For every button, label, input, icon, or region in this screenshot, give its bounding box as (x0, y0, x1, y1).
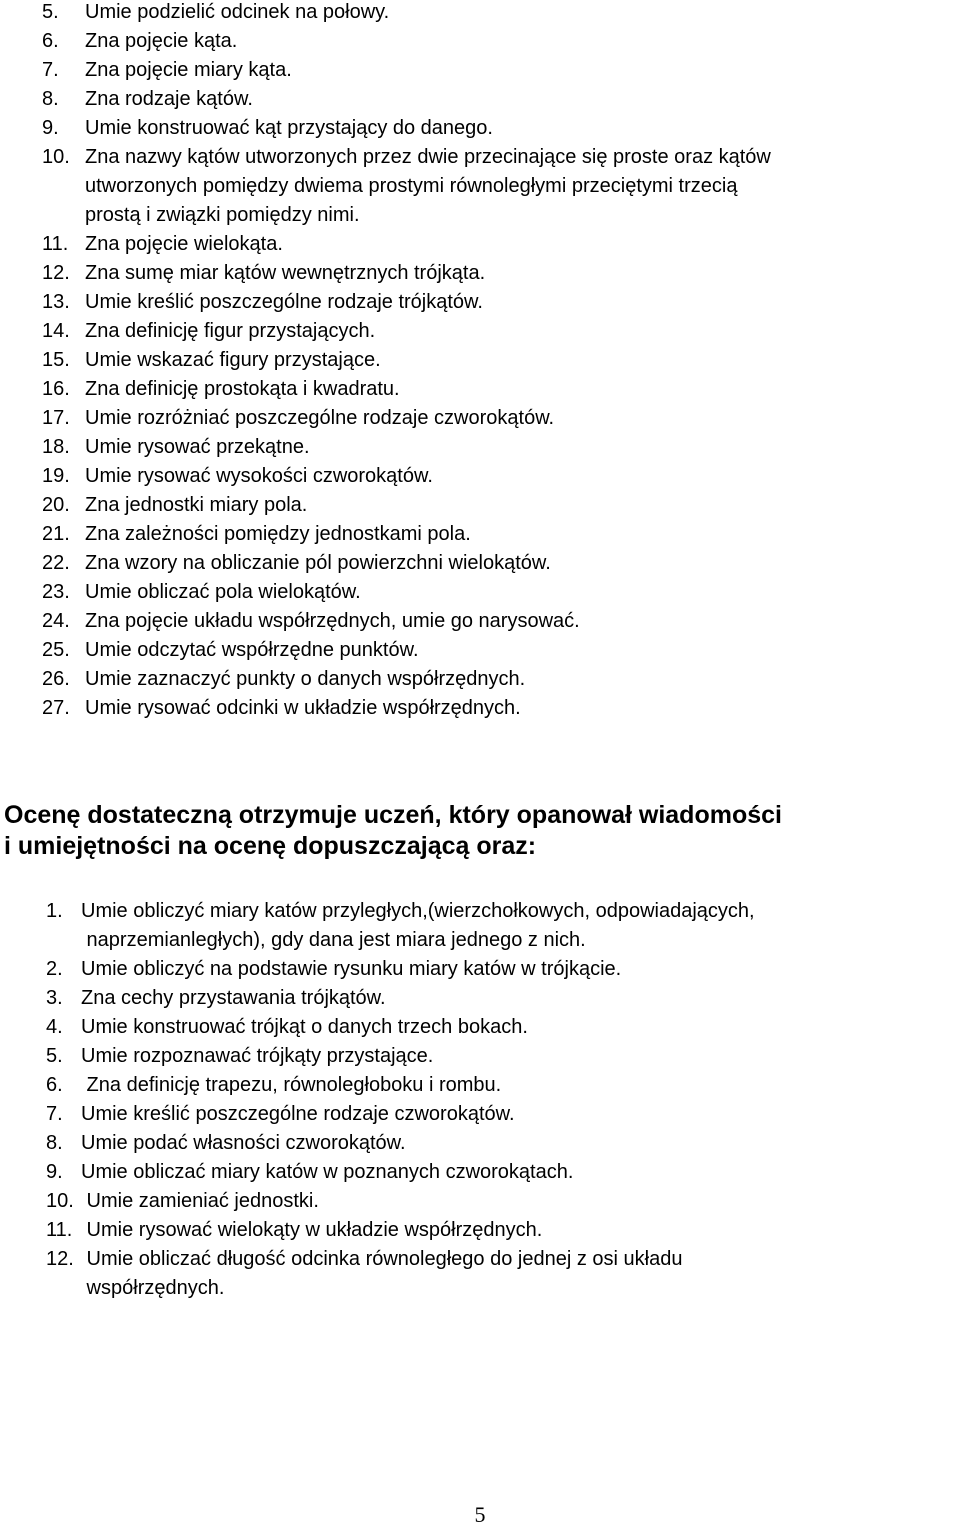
list-item (46, 955, 956, 984)
list-item-number: 10. (42, 146, 70, 168)
list-item-number: 16. (42, 378, 70, 400)
list-item-number: 27. (42, 697, 70, 719)
list-item-number: 11. (42, 233, 69, 255)
list-item (42, 346, 960, 375)
list-item (42, 636, 960, 665)
list-item (46, 1216, 956, 1245)
grade-heading-line-2: i umiejętności na ocenę dopuszczającą oraz: (4, 832, 537, 860)
list-item-text: Umie rysować przekątne. (85, 436, 310, 458)
list-item-text: Umie zamieniać jednostki. (81, 1190, 319, 1212)
list-item-text: Umie obliczać pola wielokątów. (85, 581, 361, 603)
list-item (42, 375, 960, 404)
list-item-number: 24. (42, 610, 70, 632)
list-item (46, 1187, 956, 1216)
list-item-text: Umie rysować wielokąty w układzie współrzędnych. (81, 1219, 543, 1241)
list-item (42, 143, 960, 230)
list-item-text: Umie rysować odcinki w układzie współrzędnych. (85, 697, 521, 719)
list-item-number: 2. (46, 958, 63, 980)
list-item (42, 230, 960, 259)
list-item (46, 1129, 956, 1158)
list-item (42, 56, 960, 85)
list-item-text: Zna pojęcie miary kąta. (85, 59, 292, 81)
list-item (42, 27, 960, 56)
list-item (42, 85, 960, 114)
list-item-number: 20. (42, 494, 70, 516)
list-item (42, 317, 960, 346)
list-item-text: Zna zależności pomiędzy jednostkami pola. (85, 523, 471, 545)
list-item-number: 23. (42, 581, 70, 603)
list-item-text: Umie rozróżniać poszczególne rodzaje czworokątów. (85, 407, 555, 429)
list-item-text: Zna pojęcie wielokąta. (85, 233, 283, 255)
grade-heading-line-1: Ocenę dostateczną otrzymuje uczeń, który opanował wiadomości (4, 801, 782, 829)
list-item-text-line: Zna nazwy kątów utworzonych przez dwie przecinające się proste oraz kątów (85, 146, 771, 168)
list-item-text: Umie kreślić poszczególne rodzaje czworokątów. (81, 1103, 515, 1125)
list-item-text: Umie wskazać figury przystające. (85, 349, 381, 371)
list-item (42, 491, 960, 520)
sufficient-grade-list (46, 897, 956, 1303)
list-item-number: 17. (42, 407, 70, 429)
list-item-number: 8. (46, 1132, 63, 1154)
list-item (42, 665, 960, 694)
list-item-text: Zna cechy przystawania trójkątów. (81, 987, 386, 1009)
list-item-number: 5. (46, 1045, 63, 1067)
list-item-text: Umie zaznaczyć punkty o danych współrzędnych. (85, 668, 526, 690)
list-item-number: 7. (46, 1103, 63, 1125)
list-item (46, 1100, 956, 1129)
list-item-number: 9. (42, 117, 59, 139)
grade-heading (4, 800, 954, 862)
list-item-text: Umie podać własności czworokątów. (81, 1132, 406, 1154)
list-item-number: 3. (46, 987, 63, 1009)
list-item-number: 21. (42, 523, 70, 545)
list-item (46, 1158, 956, 1187)
list-item-text: Umie rysować wysokości czworokątów. (85, 465, 433, 487)
list-item-number: 6. (46, 1074, 63, 1096)
list-item (42, 259, 960, 288)
list-item-number: 7. (42, 59, 59, 81)
list-item-number: 25. (42, 639, 70, 661)
list-item-text: Zna pojęcie kąta. (85, 30, 238, 52)
list-item-text: Umie konstruować trójkąt o danych trzech bokach. (81, 1016, 528, 1038)
list-item-number: 12. (42, 262, 70, 284)
list-item (46, 1071, 956, 1100)
list-item-text: Umie odczytać współrzędne punktów. (85, 639, 419, 661)
list-item-number: 26. (42, 668, 70, 690)
list-item-number: 18. (42, 436, 70, 458)
list-item-text: Umie obliczać miary katów w poznanych czworokątach. (81, 1161, 574, 1183)
page-number: 5 (474, 1502, 486, 1527)
list-item-text: Zna definicję figur przystających. (85, 320, 376, 342)
list-item-number: 15. (42, 349, 70, 371)
list-item-text: Zna pojęcie układu współrzędnych, umie go narysować. (85, 610, 580, 632)
list-item (42, 694, 960, 723)
list-item-text-line: utworzonych pomiędzy dwiema prostymi równoległymi przeciętymi trzecią (85, 175, 738, 197)
list-item-text: Zna sumę miar kątów wewnętrznych trójkąta. (85, 262, 486, 284)
list-item-number: 14. (42, 320, 70, 342)
list-item-text-line: Umie obliczyć miary katów przyległych,(wierzchołkowych, odpowiadających, (81, 900, 755, 922)
list-item-text: Zna rodzaje kątów. (85, 88, 253, 110)
list-item (42, 0, 960, 27)
list-item-number: 22. (42, 552, 70, 574)
list-item (42, 288, 960, 317)
list-item-text: Zna definicję prostokąta i kwadratu. (85, 378, 400, 400)
list-item (46, 1042, 956, 1071)
list-item-number: 1. (46, 900, 63, 922)
list-item-number: 4. (46, 1016, 63, 1038)
list-item-text-line: naprzemianległych), gdy dana jest miara jednego z nich. (81, 929, 586, 951)
list-item-number: 13. (42, 291, 70, 313)
list-item (42, 578, 960, 607)
list-item-number: 9. (46, 1161, 63, 1183)
list-item-text: Umie obliczyć na podstawie rysunku miary katów w trójkącie. (81, 958, 622, 980)
list-item (42, 607, 960, 636)
list-item-text-line: współrzędnych. (81, 1277, 225, 1299)
list-item-text-line: prostą i związki pomiędzy nimi. (85, 204, 360, 226)
list-item (42, 433, 960, 462)
list-item-text-line: Umie obliczać długość odcinka równoległego do jednej z osi układu (81, 1248, 683, 1270)
list-item (42, 520, 960, 549)
list-item (42, 462, 960, 491)
list-item-text: Umie rozpoznawać trójkąty przystające. (81, 1045, 434, 1067)
list-item (42, 114, 960, 143)
list-item (46, 1245, 956, 1303)
list-item-text: Umie konstruować kąt przystający do danego. (85, 117, 493, 139)
list-item-text: Zna wzory na obliczanie pól powierzchni wielokątów. (85, 552, 551, 574)
list-item-number: 19. (42, 465, 70, 487)
list-item-number: 10. (46, 1190, 74, 1212)
list-item-text: Umie podzielić odcinek na połowy. (85, 1, 390, 23)
list-item-text: Zna jednostki miary pola. (85, 494, 308, 516)
list-item-number: 12. (46, 1248, 74, 1270)
list-item (46, 984, 956, 1013)
list-item-number: 11. (46, 1219, 73, 1241)
list-item (42, 404, 960, 433)
list-item (42, 549, 960, 578)
skills-list-continued (42, 0, 960, 723)
list-item-text: Umie kreślić poszczególne rodzaje trójkątów. (85, 291, 483, 313)
list-item (46, 1013, 956, 1042)
list-item (46, 897, 956, 955)
list-item-number: 6. (42, 30, 59, 52)
list-item-number: 8. (42, 88, 59, 110)
list-item-number: 5. (42, 1, 59, 23)
list-item-text: Zna definicję trapezu, równoległoboku i rombu. (81, 1074, 502, 1096)
